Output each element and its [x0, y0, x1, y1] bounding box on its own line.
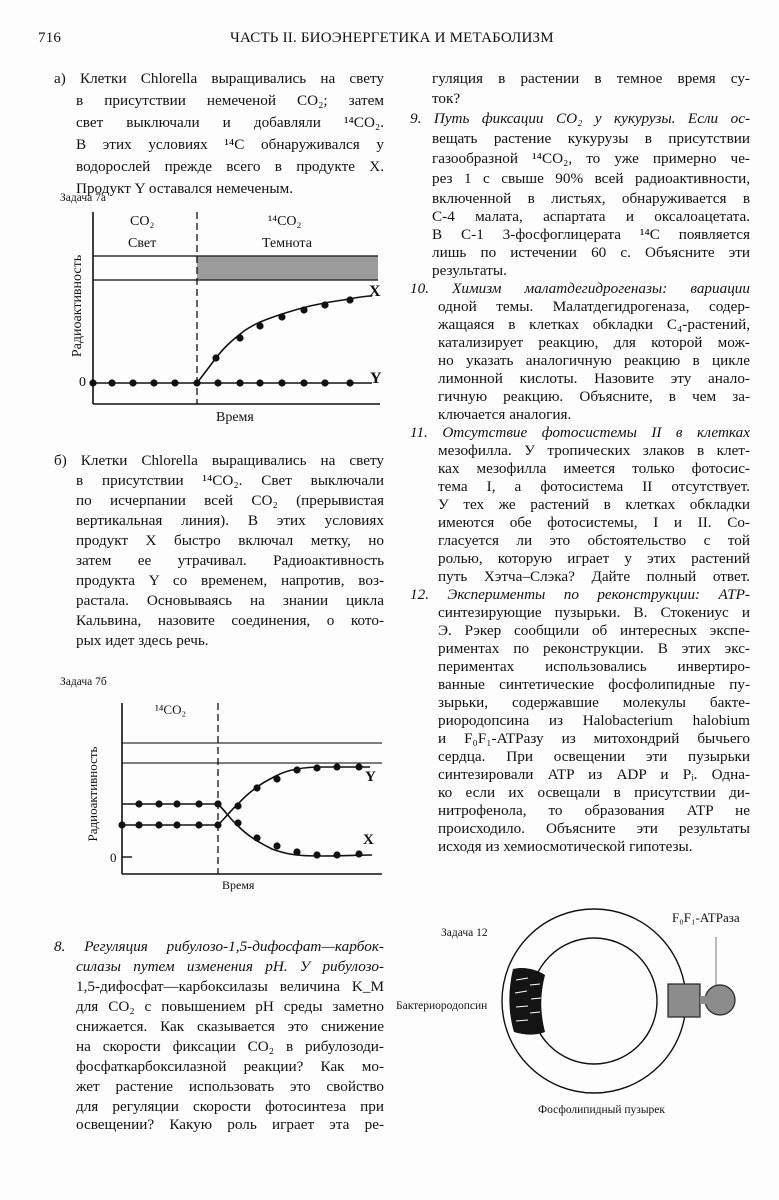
label-vesicle: Фосфолипидный пузырек [538, 1104, 665, 1116]
text-line: ток? [432, 90, 461, 107]
text-line: вещать растение кукурузы в присутствии [432, 130, 750, 147]
text-line: фосфаткарбоксилазной реакции? Как мо- [76, 1058, 384, 1075]
fig7a-zero: 0 [79, 375, 86, 390]
fig7a-label-light: Свет [128, 236, 157, 251]
text-line: ках мезофилла имеется только фотосис- [438, 460, 750, 477]
text-line: одной темы. Малатдегидрогеназа, содер- [438, 298, 750, 315]
fig7a-xlabel: Время [216, 410, 254, 425]
page-number: 716 [38, 30, 62, 46]
text-line: зырьки, содержавшие молекулы бакте- [438, 694, 750, 711]
figure-7b-caption: Задача 7б [60, 676, 107, 688]
text-line: имеются обе фотосистемы, I и II. Со- [438, 514, 750, 531]
text-line: затем ее утрачивал. Радиоактивность [76, 552, 384, 569]
text-line: Кальвина, назовите соединения, о кото- [76, 612, 384, 629]
fig7a-curve-x-label: X [369, 283, 381, 300]
fig7b-label-14co2: ¹⁴CO₂ [155, 702, 187, 717]
text-line: исходя из хемиосмотической гипотезы. [438, 838, 693, 855]
text-line: риментах по реконструкции. В этих экс- [438, 640, 750, 657]
text-line: 1,5-дифосфат—карбоксилазы величина K_M [76, 978, 384, 995]
text-line: риородопсина из Halobacterium halobium [438, 712, 750, 729]
text-line: растала. Основываясь на знании цикла [76, 592, 384, 609]
text-line: синтезировали ATP из ADP и Pᵢ. Одна- [438, 766, 750, 783]
text-line: тема I, а фотосистема II отсутствует. [438, 478, 750, 495]
problem-10-title-line: 10. Химизм малатдегидрогеназы: вариации [410, 280, 750, 297]
fig7a-curve-y-label: Y [370, 370, 382, 387]
text-line: Э. Рэкер сообщили об интересных экспе- [438, 622, 750, 639]
fig7b-curve-y-label: Y [365, 769, 376, 785]
text-line: рез 1 с свыше 90% всей радиоактивности, [432, 170, 750, 187]
problem-12-title-line: 12. Эксперименты по реконструкции: ATP- [410, 586, 750, 603]
text-line: лишь по истечении 60 с. Объясните эти [432, 244, 750, 261]
text-line: по исчерпании всей CO₂ (прерывистая [76, 492, 384, 509]
text-line: для регуляции скорости фотосинтеза при [76, 1098, 384, 1115]
fig7b-ylabel: Радиоактивность [85, 746, 100, 842]
text-line: свет выключали и добавляли ¹⁴CO₂. [76, 114, 384, 131]
fig7a-label-14co2: ¹⁴CO₂ [268, 214, 302, 229]
fig7a-label-co2: CO₂ [130, 214, 155, 229]
label-atpase: F₀F₁-ATPаза [672, 910, 740, 925]
text-line: катализирует реакцию, для которой мож- [438, 334, 750, 351]
text-line: нитрофенола, то образования ATP не [438, 802, 750, 819]
problem-8-title-line: 8. Регуляция рибулозо-1,5-дифосфат—карбок- [54, 938, 384, 955]
text-line: в присутствии ¹⁴CO₂. Свет выключали [76, 472, 384, 489]
text-line: водорослей прежде всего в продукте X. [76, 158, 384, 175]
text-line: ролью, которую играет у этих растений [438, 550, 750, 567]
text-line: лимонной кислоты. Назовите эту анало- [438, 370, 750, 387]
text-line: В C-1 3-фосфоглицерата ¹⁴C появляется [432, 226, 750, 243]
text-line: а) Клетки Chlorella выращивались на свету [54, 70, 384, 87]
text-line: синтезирующие пузырьки. В. Стокениус и [438, 604, 750, 621]
text-line: Продукт Y оставался немеченым. [76, 180, 294, 197]
figure-7a-caption: Задача 7а [60, 192, 106, 204]
atpase-f0 [668, 984, 700, 1017]
text-line: периментах использовались инвертиро- [438, 658, 750, 675]
text-line: жащаяся в клетках обкладки C₄-растений, [438, 316, 750, 333]
text-line: освещении? Какую роль играет эта ре- [76, 1116, 384, 1133]
problem-9-title-line: 9. Путь фиксации CO₂ у кукурузы. Если ос- [410, 110, 750, 127]
fig7b-xlabel: Время [222, 878, 255, 892]
text-line: сердца. При освещении эти пузырьки [438, 748, 750, 765]
problem-8-title-cont: силазы путем изменения pH. У рибулозо- [76, 958, 384, 975]
text-line: мезофилла. У тропических злаков в клет- [438, 442, 750, 459]
text-line: жет растение использовать это свойство [76, 1078, 384, 1095]
text-line: ключается аналогия. [438, 406, 572, 423]
text-line: б) Клетки Chlorella выращивались на свету [54, 452, 384, 469]
running-title: ЧАСТЬ II. БИОЭНЕРГЕТИКА И МЕТАБОЛИЗМ [230, 30, 554, 46]
text-line: продукта Y со временем, напротив, воз- [76, 572, 384, 589]
text-line: рых идет здесь речь. [76, 632, 209, 649]
text-line: в присутствии немеченой CO₂; затем [76, 92, 384, 109]
text-line: C-4 малата, аспартата и оксалоацетата. [432, 208, 750, 225]
text-line: для CO₂ с повышением pH среды заметно [76, 998, 384, 1015]
text-line: гласуется ли это обстоятельство с той [438, 532, 750, 549]
text-line: результаты. [432, 262, 507, 279]
atpase-f1 [705, 985, 735, 1015]
text-line: происходило. Объясните эти результаты [438, 820, 750, 837]
text-line: У тех же растений в клетках обкладки [438, 496, 750, 513]
text-line: газообразной ¹⁴CO₂, то уже примерно че- [432, 150, 750, 167]
text-line: включенной в листьях, обнаруживается в [432, 190, 750, 207]
figure-12-caption: Задача 12 [441, 927, 488, 939]
text-line: снижается. Как сказывается это снижение [76, 1018, 384, 1035]
text-line: и F₀F₁-ATPазу из митохондрий бычьего [438, 730, 750, 747]
fig7a-label-dark: Темнота [262, 236, 312, 251]
text-line: продукт X быстро включал метку, но [76, 532, 384, 549]
text-line: вертикальная линия). В этих условиях [76, 512, 384, 529]
text-line: В этих условиях ¹⁴C обнаруживался у [76, 136, 384, 153]
problem-11-title-line: 11. Отсутствие фотосистемы II в клетках [410, 424, 750, 441]
fig7a-ylabel: Радиоактивность [70, 254, 85, 358]
text-line: гичную реакцию. Объясните, в чем за- [438, 388, 750, 405]
text-line: но указать аналогичную реакцию в цикле [438, 352, 750, 369]
inner-membrane [531, 938, 657, 1064]
label-bacteriorhodopsin: Бактериородопсин [396, 1000, 488, 1012]
text-line: ванные синтетические фосфолипидные пу- [438, 676, 750, 693]
fig7b-curve-x-label: X [363, 832, 374, 848]
text-line: ко если их освещали в присутствии ди- [438, 784, 750, 801]
text-line: на скорости фиксации CO₂ в рибулозоди- [76, 1038, 384, 1055]
text-line: гуляция в растении в темное время су- [432, 70, 750, 87]
fig7b-zero: 0 [110, 850, 117, 865]
text-line: путь Хэтча–Слэка? Дайте полный ответ. [438, 568, 750, 585]
